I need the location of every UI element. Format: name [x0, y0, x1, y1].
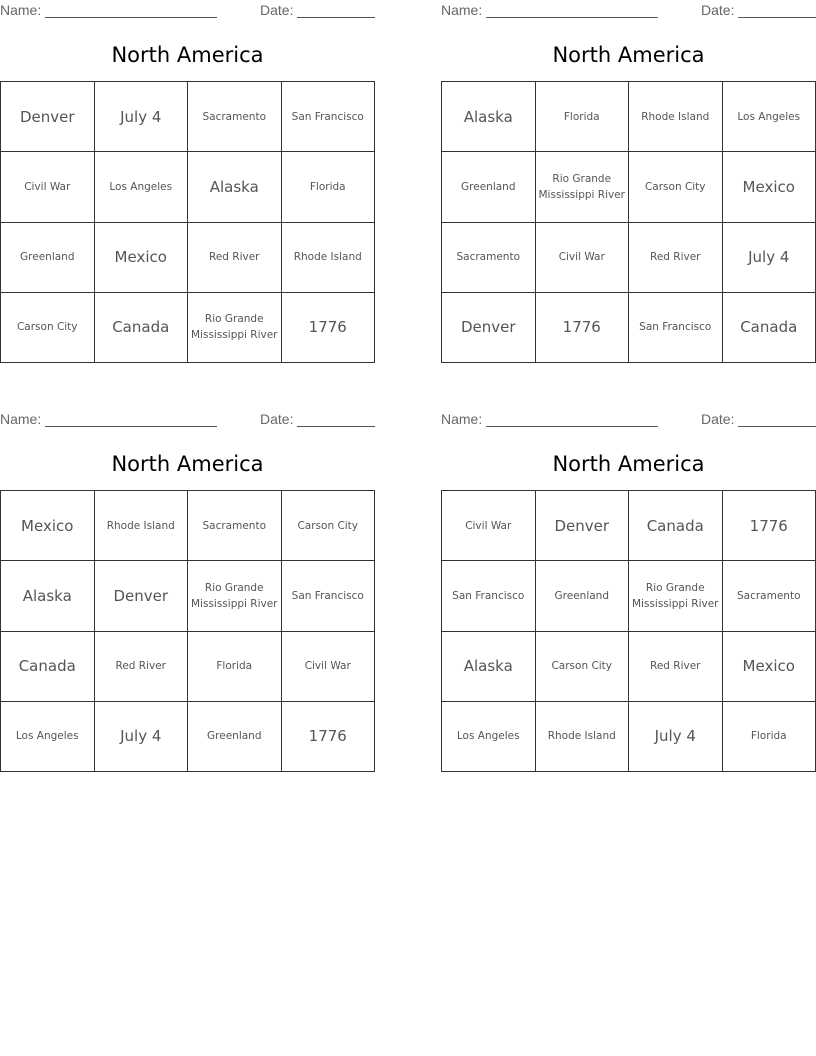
bingo-grid — [0, 490, 375, 772]
bingo-cell: San Francisco — [282, 82, 376, 152]
bingo-cell: Greenland — [1, 223, 95, 293]
bingo-cell: July 4 — [723, 223, 816, 293]
bingo-cell: Florida — [536, 82, 630, 152]
bingo-cell: Florida — [188, 632, 282, 702]
bingo-cell: Civil War — [282, 632, 376, 702]
bingo-cell: Sacramento — [442, 223, 536, 293]
bingo-cell: Greenland — [442, 152, 536, 222]
bingo-cell: July 4 — [95, 702, 189, 772]
card-title: North America — [552, 452, 705, 476]
bingo-cell: Mexico — [1, 491, 95, 561]
bingo-cell: 1776 — [282, 702, 376, 772]
name-blank-line — [486, 426, 658, 427]
bingo-grid — [0, 81, 375, 363]
bingo-cell: Carson City — [629, 152, 723, 222]
card-title: North America — [111, 452, 264, 476]
bingo-cell: July 4 — [95, 82, 189, 152]
bingo-cell: Denver — [95, 561, 189, 631]
card-title: North America — [552, 43, 705, 67]
date-label: Date: — [260, 411, 294, 427]
bingo-cell: 1776 — [282, 293, 376, 363]
date-blank-line — [738, 426, 816, 427]
bingo-card-4 — [441, 409, 816, 779]
name-label: Name: — [441, 411, 483, 427]
bingo-card-1 — [0, 0, 375, 370]
date-blank-line — [738, 17, 816, 18]
bingo-cell: Alaska — [442, 632, 536, 702]
bingo-cell: Canada — [1, 632, 95, 702]
bingo-cell: Alaska — [442, 82, 536, 152]
name-blank-line — [486, 17, 658, 18]
bingo-cell: San Francisco — [442, 561, 536, 631]
bingo-grid — [441, 490, 816, 772]
bingo-cell: Mexico — [723, 152, 816, 222]
bingo-cell: Alaska — [1, 561, 95, 631]
bingo-cell: Red River — [629, 223, 723, 293]
bingo-cell: Denver — [536, 491, 630, 561]
bingo-cell: Sacramento — [723, 561, 816, 631]
bingo-cell: Carson City — [1, 293, 95, 363]
bingo-cell: Civil War — [442, 491, 536, 561]
bingo-cell: Los Angeles — [723, 82, 816, 152]
bingo-cell: Canada — [723, 293, 816, 363]
bingo-cell: Rio Grande Mississippi River — [536, 152, 630, 222]
name-date-row — [0, 2, 375, 20]
name-date-row — [441, 411, 816, 429]
bingo-cell: Canada — [95, 293, 189, 363]
bingo-card-2 — [441, 0, 816, 370]
bingo-cell: Civil War — [1, 152, 95, 222]
bingo-grid — [441, 81, 816, 363]
bingo-cell: Rhode Island — [536, 702, 630, 772]
bingo-cell: Red River — [188, 223, 282, 293]
bingo-cell: Civil War — [536, 223, 630, 293]
bingo-cell: Florida — [723, 702, 816, 772]
bingo-cell: Rio Grande Mississippi River — [188, 561, 282, 631]
bingo-cell: San Francisco — [282, 561, 376, 631]
name-label: Name: — [0, 411, 42, 427]
bingo-cell: Los Angeles — [95, 152, 189, 222]
date-label: Date: — [701, 411, 735, 427]
bingo-cell: Sacramento — [188, 82, 282, 152]
bingo-cell: Mexico — [95, 223, 189, 293]
date-label: Date: — [701, 2, 735, 18]
date-blank-line — [297, 17, 375, 18]
name-label: Name: — [441, 2, 483, 18]
bingo-cell: Alaska — [188, 152, 282, 222]
bingo-cell: Carson City — [536, 632, 630, 702]
bingo-cell: Rhode Island — [282, 223, 376, 293]
bingo-cell: Carson City — [282, 491, 376, 561]
bingo-cell: Rio Grande Mississippi River — [188, 293, 282, 363]
bingo-cell: Red River — [629, 632, 723, 702]
bingo-cell: Rio Grande Mississippi River — [629, 561, 723, 631]
bingo-cell: 1776 — [723, 491, 816, 561]
card-title: North America — [111, 43, 264, 67]
bingo-cell: Greenland — [188, 702, 282, 772]
bingo-cell: Red River — [95, 632, 189, 702]
bingo-cell: 1776 — [536, 293, 630, 363]
date-label: Date: — [260, 2, 294, 18]
bingo-card-3 — [0, 409, 375, 779]
bingo-cell: July 4 — [629, 702, 723, 772]
name-label: Name: — [0, 2, 42, 18]
bingo-cell: Rhode Island — [95, 491, 189, 561]
date-blank-line — [297, 426, 375, 427]
name-blank-line — [45, 17, 217, 18]
bingo-cell: Denver — [442, 293, 536, 363]
name-blank-line — [45, 426, 217, 427]
bingo-cell: Los Angeles — [442, 702, 536, 772]
name-date-row — [0, 411, 375, 429]
bingo-cell: Canada — [629, 491, 723, 561]
bingo-cell: Denver — [1, 82, 95, 152]
bingo-cell: Florida — [282, 152, 376, 222]
bingo-cell: Greenland — [536, 561, 630, 631]
bingo-cell: Los Angeles — [1, 702, 95, 772]
bingo-cell: Rhode Island — [629, 82, 723, 152]
name-date-row — [441, 2, 816, 20]
bingo-cell: Mexico — [723, 632, 816, 702]
bingo-cell: San Francisco — [629, 293, 723, 363]
bingo-cell: Sacramento — [188, 491, 282, 561]
